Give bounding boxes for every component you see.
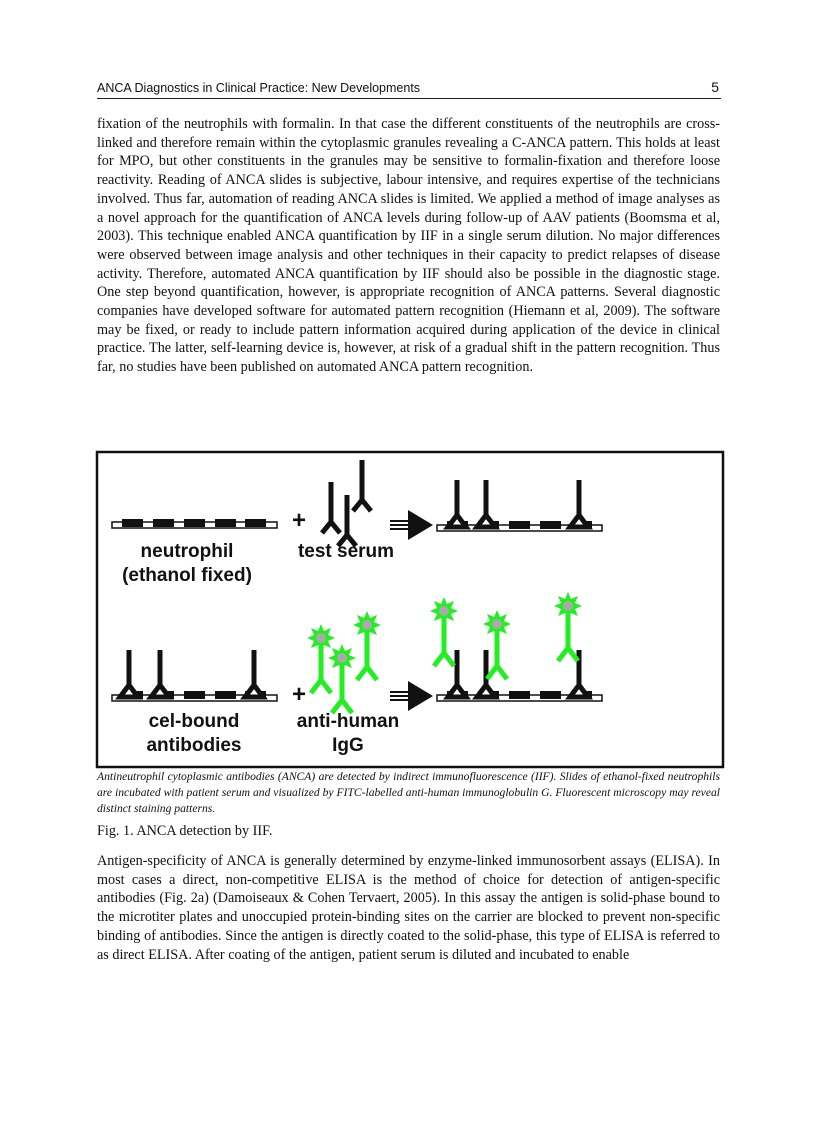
body-paragraph: fixation of the neutrophils with formalin. In that case the different constituents of the neutrophils are cross-linked and therefore remain within the cytoplasmic granules revealing a C-ANCA pattern. This holds at least for MPO, but other constituents in the granules may be sensitive to formalin-fixation and therefore loose reactivity. Reading of ANCA slides is subjective, labour intensive, and requires expertise of the technicians involved. Thus far, automation of reading ANCA slides is limited. We applied a method of image analyses as a novel approach for the quantification of ANCA levels during follow-up of AAV patients (Boomsma et al, 2003). This technique enabled ANCA quantification by IIF in a single serum dilution. No major differences were observed between image analysis and other techniques in their capacity to predict relapses of disease activity. Therefore, automated ANCA quantification by IIF should also be possible in the diagnostic stage. One step beyond quantification, however, is appropriate recognition of ANCA patterns. Several diagnostic companies have developed software for automated pattern recognition (Hiemann et al, 2009). The software may be fixed, or ready to include pattern information acquired during application of the device in clinical practice. The latter, self-learning device is, however, at risk of a gradual shift in the pattern recognition. Thus far, no studies have been published on automated ANCA pattern recognition. — [97, 116, 720, 376]
running-header — [97, 80, 721, 99]
label-anti-human: anti-human — [296, 711, 400, 732]
figure-caption: Antineutrophil cytoplasmic antibodies (ANCA) are detected by indirect immunofluorescence (IIF). Slides of ethanol-fixed neutrophils are incubated with patient serum and visualized by FITC-labelled anti-human immunoglobulin G. Fluorescent microscopy may reveal distinct staining patterns. — [97, 770, 720, 815]
body-paragraph: Antigen-specificity of ANCA is generally determined by enzyme-linked immunosorbent assays (ELISA). In most cases a direct, non-competitive ELISA is the method of choice for detection of antigen-specific antibodies (Fig. 2a) (Damoiseaux & Cohen Tervaert, 2005). In this assay the antigen is solid-phase bound to the microtiter plates and unoccupied protein-binding sites on the carrier are blocked to prevent non-specific binding of antibodies. Since the antigen is directly coated to the solid-phase, this type of ELISA is referred to as direct ELISA. After coating of the antigen, patient serum is diluted and incubated to enable — [97, 853, 720, 963]
label-test-serum: test serum — [297, 541, 395, 562]
anca-iif-diagram — [95, 450, 725, 770]
label-cel-bound: cel-bound — [148, 711, 240, 732]
running-title: ANCA Diagnostics in Clinical Practice: New Developments — [97, 81, 421, 95]
label-antibodies: antibodies — [146, 735, 242, 756]
label-neutrophil: neutrophil — [140, 541, 234, 562]
figure-1 — [95, 450, 725, 770]
label-igg: IgG — [332, 735, 364, 756]
neutrophil-membrane — [112, 519, 277, 528]
figure-label: Fig. 1. ANCA detection by IIF. — [97, 823, 273, 839]
page-number: 5 — [711, 79, 719, 95]
label-ethanol-fixed: (ethanol fixed) — [122, 565, 252, 586]
plus-sign: + — [291, 681, 307, 708]
plus-sign: + — [291, 507, 307, 534]
